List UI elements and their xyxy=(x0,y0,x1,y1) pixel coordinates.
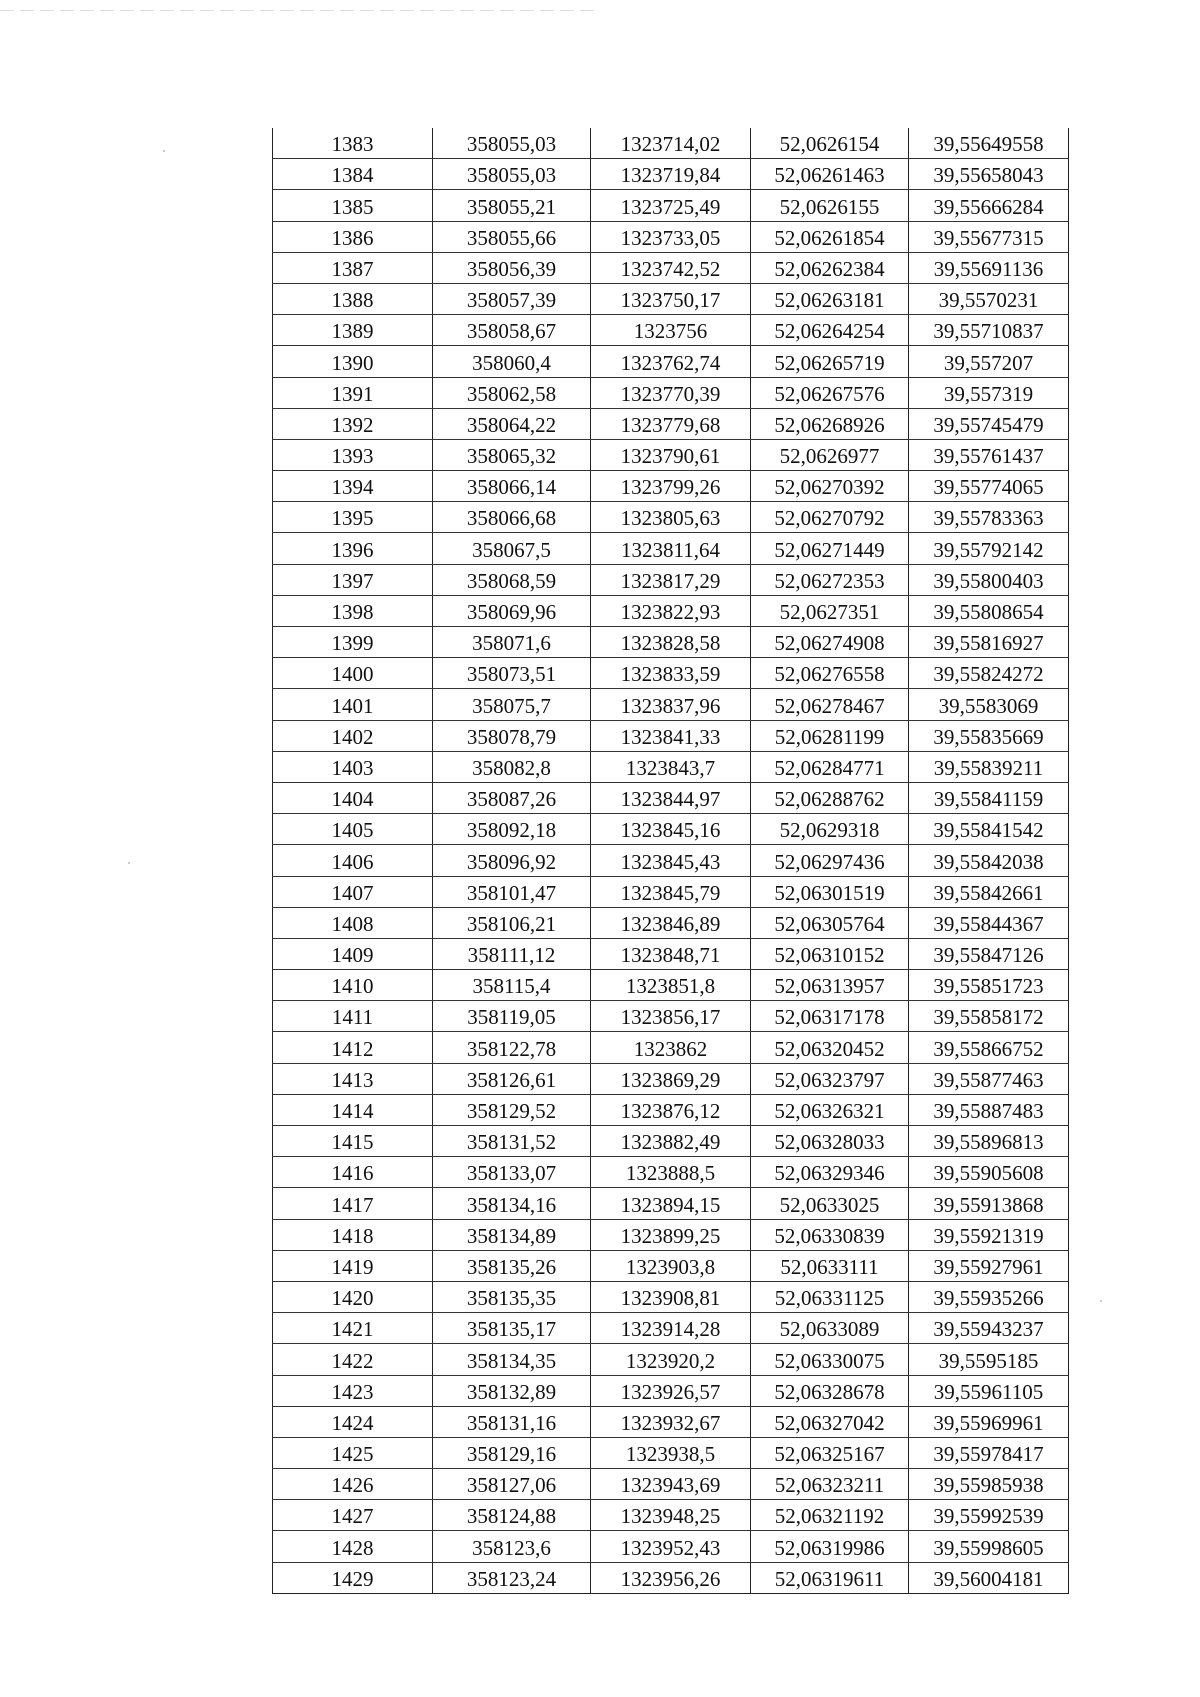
table-row xyxy=(273,1375,1069,1406)
latitude-cell: 52,0633089 xyxy=(751,1313,909,1344)
latitude-cell: 52,0626977 xyxy=(751,439,909,470)
point-number-cell: 1414 xyxy=(273,1094,433,1125)
latitude-cell: 52,0626154 xyxy=(751,128,909,159)
y-coordinate-cell: 1323843,7 xyxy=(591,751,751,782)
y-coordinate-cell: 1323770,39 xyxy=(591,377,751,408)
y-coordinate-cell: 1323894,15 xyxy=(591,1188,751,1219)
x-coordinate-cell: 358134,16 xyxy=(433,1188,591,1219)
longitude-cell: 39,55905608 xyxy=(909,1157,1069,1188)
latitude-cell: 52,06330075 xyxy=(751,1344,909,1375)
longitude-cell: 39,55792142 xyxy=(909,533,1069,564)
table-row xyxy=(273,128,1069,159)
y-coordinate-cell: 1323943,69 xyxy=(591,1469,751,1500)
table-row xyxy=(273,1562,1069,1593)
latitude-cell: 52,06288762 xyxy=(751,782,909,813)
point-number-cell: 1411 xyxy=(273,1001,433,1032)
y-coordinate-cell: 1323914,28 xyxy=(591,1313,751,1344)
table-row xyxy=(273,1406,1069,1437)
y-coordinate-cell: 1323845,79 xyxy=(591,876,751,907)
y-coordinate-cell: 1323725,49 xyxy=(591,190,751,221)
point-number-cell: 1383 xyxy=(273,128,433,159)
x-coordinate-cell: 358135,26 xyxy=(433,1250,591,1281)
point-number-cell: 1428 xyxy=(273,1531,433,1562)
latitude-cell: 52,06325167 xyxy=(751,1437,909,1468)
longitude-cell: 39,55783363 xyxy=(909,502,1069,533)
y-coordinate-cell: 1323799,26 xyxy=(591,471,751,502)
latitude-cell: 52,06272353 xyxy=(751,564,909,595)
point-number-cell: 1384 xyxy=(273,159,433,190)
longitude-cell: 39,55847126 xyxy=(909,938,1069,969)
point-number-cell: 1415 xyxy=(273,1126,433,1157)
y-coordinate-cell: 1323876,12 xyxy=(591,1094,751,1125)
latitude-cell: 52,06268926 xyxy=(751,408,909,439)
longitude-cell: 39,55935266 xyxy=(909,1281,1069,1312)
point-number-cell: 1389 xyxy=(273,315,433,346)
x-coordinate-cell: 358073,51 xyxy=(433,658,591,689)
latitude-cell: 52,06313957 xyxy=(751,970,909,1001)
y-coordinate-cell: 1323845,16 xyxy=(591,814,751,845)
table-row xyxy=(273,1063,1069,1094)
point-number-cell: 1422 xyxy=(273,1344,433,1375)
table-row xyxy=(273,346,1069,377)
x-coordinate-cell: 358056,39 xyxy=(433,252,591,283)
latitude-cell: 52,06271449 xyxy=(751,533,909,564)
longitude-cell: 39,55877463 xyxy=(909,1063,1069,1094)
latitude-cell: 52,06319611 xyxy=(751,1562,909,1593)
x-coordinate-cell: 358062,58 xyxy=(433,377,591,408)
x-coordinate-cell: 358055,66 xyxy=(433,221,591,252)
latitude-cell: 52,06327042 xyxy=(751,1406,909,1437)
x-coordinate-cell: 358082,8 xyxy=(433,751,591,782)
longitude-cell: 39,55913868 xyxy=(909,1188,1069,1219)
latitude-cell: 52,06323211 xyxy=(751,1469,909,1500)
longitude-cell: 39,55866752 xyxy=(909,1032,1069,1063)
table-row xyxy=(273,408,1069,439)
latitude-cell: 52,06305764 xyxy=(751,907,909,938)
latitude-cell: 52,06297436 xyxy=(751,845,909,876)
x-coordinate-cell: 358122,78 xyxy=(433,1032,591,1063)
x-coordinate-cell: 358129,52 xyxy=(433,1094,591,1125)
table-row xyxy=(273,1469,1069,1500)
latitude-cell: 52,06261854 xyxy=(751,221,909,252)
latitude-cell: 52,06330839 xyxy=(751,1219,909,1250)
x-coordinate-cell: 358124,88 xyxy=(433,1500,591,1531)
point-number-cell: 1404 xyxy=(273,782,433,813)
y-coordinate-cell: 1323882,49 xyxy=(591,1126,751,1157)
x-coordinate-cell: 358075,7 xyxy=(433,689,591,720)
x-coordinate-cell: 358134,35 xyxy=(433,1344,591,1375)
longitude-cell: 39,55649558 xyxy=(909,128,1069,159)
point-number-cell: 1387 xyxy=(273,252,433,283)
table-row xyxy=(273,938,1069,969)
point-number-cell: 1423 xyxy=(273,1375,433,1406)
y-coordinate-cell: 1323805,63 xyxy=(591,502,751,533)
longitude-cell: 39,55824272 xyxy=(909,658,1069,689)
y-coordinate-cell: 1323714,02 xyxy=(591,128,751,159)
table-row xyxy=(273,1250,1069,1281)
table-row xyxy=(273,502,1069,533)
longitude-cell: 39,55800403 xyxy=(909,564,1069,595)
x-coordinate-cell: 358065,32 xyxy=(433,439,591,470)
x-coordinate-cell: 358129,16 xyxy=(433,1437,591,1468)
point-number-cell: 1400 xyxy=(273,658,433,689)
longitude-cell: 39,55858172 xyxy=(909,1001,1069,1032)
latitude-cell: 52,06328033 xyxy=(751,1126,909,1157)
longitude-cell: 39,55677315 xyxy=(909,221,1069,252)
latitude-cell: 52,06319986 xyxy=(751,1531,909,1562)
y-coordinate-cell: 1323837,96 xyxy=(591,689,751,720)
table-row xyxy=(273,1188,1069,1219)
longitude-cell: 39,55969961 xyxy=(909,1406,1069,1437)
table-row xyxy=(273,471,1069,502)
x-coordinate-cell: 358064,22 xyxy=(433,408,591,439)
table-row xyxy=(273,814,1069,845)
x-coordinate-cell: 358119,05 xyxy=(433,1001,591,1032)
y-coordinate-cell: 1323856,17 xyxy=(591,1001,751,1032)
y-coordinate-cell: 1323920,2 xyxy=(591,1344,751,1375)
x-coordinate-cell: 358078,79 xyxy=(433,720,591,751)
longitude-cell: 39,55841542 xyxy=(909,814,1069,845)
latitude-cell: 52,06267576 xyxy=(751,377,909,408)
longitude-cell: 39,55839211 xyxy=(909,751,1069,782)
longitude-cell: 39,55808654 xyxy=(909,595,1069,626)
x-coordinate-cell: 358123,6 xyxy=(433,1531,591,1562)
x-coordinate-cell: 358127,06 xyxy=(433,1469,591,1500)
point-number-cell: 1402 xyxy=(273,720,433,751)
y-coordinate-cell: 1323848,71 xyxy=(591,938,751,969)
longitude-cell: 39,55921319 xyxy=(909,1219,1069,1250)
latitude-cell: 52,06261463 xyxy=(751,159,909,190)
longitude-cell: 39,55943237 xyxy=(909,1313,1069,1344)
longitude-cell: 39,557319 xyxy=(909,377,1069,408)
x-coordinate-cell: 358123,24 xyxy=(433,1562,591,1593)
x-coordinate-cell: 358087,26 xyxy=(433,782,591,813)
point-number-cell: 1424 xyxy=(273,1406,433,1437)
y-coordinate-cell: 1323862 xyxy=(591,1032,751,1063)
x-coordinate-cell: 358058,67 xyxy=(433,315,591,346)
point-number-cell: 1392 xyxy=(273,408,433,439)
x-coordinate-cell: 358069,96 xyxy=(433,595,591,626)
latitude-cell: 52,06310152 xyxy=(751,938,909,969)
x-coordinate-cell: 358066,14 xyxy=(433,471,591,502)
scan-speck xyxy=(163,150,165,152)
table-row xyxy=(273,1126,1069,1157)
table-row xyxy=(273,159,1069,190)
point-number-cell: 1407 xyxy=(273,876,433,907)
table-row xyxy=(273,283,1069,314)
point-number-cell: 1397 xyxy=(273,564,433,595)
y-coordinate-cell: 1323845,43 xyxy=(591,845,751,876)
scan-speck xyxy=(128,862,130,864)
table-row xyxy=(273,970,1069,1001)
y-coordinate-cell: 1323841,33 xyxy=(591,720,751,751)
longitude-cell: 39,56004181 xyxy=(909,1562,1069,1593)
y-coordinate-cell: 1323948,25 xyxy=(591,1500,751,1531)
latitude-cell: 52,06301519 xyxy=(751,876,909,907)
table-row xyxy=(273,658,1069,689)
longitude-cell: 39,55927961 xyxy=(909,1250,1069,1281)
latitude-cell: 52,0627351 xyxy=(751,595,909,626)
x-coordinate-cell: 358066,68 xyxy=(433,502,591,533)
point-number-cell: 1398 xyxy=(273,595,433,626)
point-number-cell: 1396 xyxy=(273,533,433,564)
point-number-cell: 1419 xyxy=(273,1250,433,1281)
table-row xyxy=(273,907,1069,938)
y-coordinate-cell: 1323899,25 xyxy=(591,1219,751,1250)
table-row xyxy=(273,439,1069,470)
y-coordinate-cell: 1323779,68 xyxy=(591,408,751,439)
latitude-cell: 52,06278467 xyxy=(751,689,909,720)
latitude-cell: 52,06320452 xyxy=(751,1032,909,1063)
y-coordinate-cell: 1323952,43 xyxy=(591,1531,751,1562)
table-row xyxy=(273,1437,1069,1468)
point-number-cell: 1418 xyxy=(273,1219,433,1250)
latitude-cell: 52,06270792 xyxy=(751,502,909,533)
latitude-cell: 52,06331125 xyxy=(751,1281,909,1312)
x-coordinate-cell: 358101,47 xyxy=(433,876,591,907)
table-row xyxy=(273,377,1069,408)
table-row xyxy=(273,782,1069,813)
latitude-cell: 52,06270392 xyxy=(751,471,909,502)
y-coordinate-cell: 1323762,74 xyxy=(591,346,751,377)
longitude-cell: 39,55985938 xyxy=(909,1469,1069,1500)
latitude-cell: 52,0629318 xyxy=(751,814,909,845)
scan-edge-mark xyxy=(0,10,600,11)
point-number-cell: 1394 xyxy=(273,471,433,502)
longitude-cell: 39,55841159 xyxy=(909,782,1069,813)
point-number-cell: 1391 xyxy=(273,377,433,408)
longitude-cell: 39,55887483 xyxy=(909,1094,1069,1125)
table-row xyxy=(273,1032,1069,1063)
x-coordinate-cell: 358106,21 xyxy=(433,907,591,938)
x-coordinate-cell: 358135,35 xyxy=(433,1281,591,1312)
longitude-cell: 39,55896813 xyxy=(909,1126,1069,1157)
latitude-cell: 52,0633025 xyxy=(751,1188,909,1219)
table-row xyxy=(273,221,1069,252)
y-coordinate-cell: 1323932,67 xyxy=(591,1406,751,1437)
point-number-cell: 1401 xyxy=(273,689,433,720)
point-number-cell: 1385 xyxy=(273,190,433,221)
table-row xyxy=(273,1500,1069,1531)
y-coordinate-cell: 1323719,84 xyxy=(591,159,751,190)
latitude-cell: 52,06264254 xyxy=(751,315,909,346)
point-number-cell: 1409 xyxy=(273,938,433,969)
longitude-cell: 39,55710837 xyxy=(909,315,1069,346)
y-coordinate-cell: 1323733,05 xyxy=(591,221,751,252)
y-coordinate-cell: 1323903,8 xyxy=(591,1250,751,1281)
y-coordinate-cell: 1323817,29 xyxy=(591,564,751,595)
latitude-cell: 52,06323797 xyxy=(751,1063,909,1094)
table-row xyxy=(273,1531,1069,1562)
longitude-cell: 39,55842038 xyxy=(909,845,1069,876)
table-row xyxy=(273,190,1069,221)
point-number-cell: 1425 xyxy=(273,1437,433,1468)
y-coordinate-cell: 1323908,81 xyxy=(591,1281,751,1312)
x-coordinate-cell: 358131,52 xyxy=(433,1126,591,1157)
y-coordinate-cell: 1323790,61 xyxy=(591,439,751,470)
longitude-cell: 39,55666284 xyxy=(909,190,1069,221)
longitude-cell: 39,55774065 xyxy=(909,471,1069,502)
longitude-cell: 39,55816927 xyxy=(909,627,1069,658)
longitude-cell: 39,55961105 xyxy=(909,1375,1069,1406)
y-coordinate-cell: 1323811,64 xyxy=(591,533,751,564)
latitude-cell: 52,06317178 xyxy=(751,1001,909,1032)
table-row xyxy=(273,1344,1069,1375)
table-row xyxy=(273,1281,1069,1312)
table-row xyxy=(273,876,1069,907)
y-coordinate-cell: 1323833,59 xyxy=(591,658,751,689)
table-row xyxy=(273,720,1069,751)
latitude-cell: 52,06262384 xyxy=(751,252,909,283)
point-number-cell: 1388 xyxy=(273,283,433,314)
longitude-cell: 39,55745479 xyxy=(909,408,1069,439)
longitude-cell: 39,5570231 xyxy=(909,283,1069,314)
latitude-cell: 52,06276558 xyxy=(751,658,909,689)
latitude-cell: 52,06321192 xyxy=(751,1500,909,1531)
x-coordinate-cell: 358092,18 xyxy=(433,814,591,845)
table-row xyxy=(273,1313,1069,1344)
point-number-cell: 1405 xyxy=(273,814,433,845)
y-coordinate-cell: 1323938,5 xyxy=(591,1437,751,1468)
table-row xyxy=(273,627,1069,658)
latitude-cell: 52,06263181 xyxy=(751,283,909,314)
x-coordinate-cell: 358055,21 xyxy=(433,190,591,221)
point-number-cell: 1393 xyxy=(273,439,433,470)
x-coordinate-cell: 358126,61 xyxy=(433,1063,591,1094)
y-coordinate-cell: 1323926,57 xyxy=(591,1375,751,1406)
table-row xyxy=(273,533,1069,564)
x-coordinate-cell: 358134,89 xyxy=(433,1219,591,1250)
longitude-cell: 39,55998605 xyxy=(909,1531,1069,1562)
longitude-cell: 39,55691136 xyxy=(909,252,1069,283)
longitude-cell: 39,55835669 xyxy=(909,720,1069,751)
table-row xyxy=(273,751,1069,782)
table-row xyxy=(273,1219,1069,1250)
y-coordinate-cell: 1323822,93 xyxy=(591,595,751,626)
table-row xyxy=(273,689,1069,720)
y-coordinate-cell: 1323742,52 xyxy=(591,252,751,283)
longitude-cell: 39,55842661 xyxy=(909,876,1069,907)
table-row xyxy=(273,1157,1069,1188)
latitude-cell: 52,06326321 xyxy=(751,1094,909,1125)
x-coordinate-cell: 358111,12 xyxy=(433,938,591,969)
latitude-cell: 52,06329346 xyxy=(751,1157,909,1188)
y-coordinate-cell: 1323756 xyxy=(591,315,751,346)
point-number-cell: 1413 xyxy=(273,1063,433,1094)
table-row xyxy=(273,845,1069,876)
point-number-cell: 1420 xyxy=(273,1281,433,1312)
latitude-cell: 52,0633111 xyxy=(751,1250,909,1281)
x-coordinate-cell: 358131,16 xyxy=(433,1406,591,1437)
table-row xyxy=(273,1001,1069,1032)
latitude-cell: 52,0626155 xyxy=(751,190,909,221)
longitude-cell: 39,55978417 xyxy=(909,1437,1069,1468)
y-coordinate-cell: 1323956,26 xyxy=(591,1562,751,1593)
table-row xyxy=(273,252,1069,283)
scan-speck xyxy=(1100,1300,1102,1302)
point-number-cell: 1412 xyxy=(273,1032,433,1063)
longitude-cell: 39,55844367 xyxy=(909,907,1069,938)
x-coordinate-cell: 358133,07 xyxy=(433,1157,591,1188)
x-coordinate-cell: 358115,4 xyxy=(433,970,591,1001)
x-coordinate-cell: 358055,03 xyxy=(433,128,591,159)
longitude-cell: 39,55992539 xyxy=(909,1500,1069,1531)
point-number-cell: 1417 xyxy=(273,1188,433,1219)
point-number-cell: 1395 xyxy=(273,502,433,533)
coordinates-table-body xyxy=(273,128,1069,1593)
y-coordinate-cell: 1323846,89 xyxy=(591,907,751,938)
table-row xyxy=(273,564,1069,595)
point-number-cell: 1408 xyxy=(273,907,433,938)
x-coordinate-cell: 358068,59 xyxy=(433,564,591,595)
y-coordinate-cell: 1323844,97 xyxy=(591,782,751,813)
latitude-cell: 52,06265719 xyxy=(751,346,909,377)
y-coordinate-cell: 1323888,5 xyxy=(591,1157,751,1188)
x-coordinate-cell: 358132,89 xyxy=(433,1375,591,1406)
longitude-cell: 39,55851723 xyxy=(909,970,1069,1001)
point-number-cell: 1416 xyxy=(273,1157,433,1188)
point-number-cell: 1399 xyxy=(273,627,433,658)
x-coordinate-cell: 358067,5 xyxy=(433,533,591,564)
table-row xyxy=(273,595,1069,626)
longitude-cell: 39,55658043 xyxy=(909,159,1069,190)
coordinates-table xyxy=(272,128,1069,1594)
table-row xyxy=(273,315,1069,346)
point-number-cell: 1426 xyxy=(273,1469,433,1500)
y-coordinate-cell: 1323869,29 xyxy=(591,1063,751,1094)
longitude-cell: 39,5583069 xyxy=(909,689,1069,720)
point-number-cell: 1406 xyxy=(273,845,433,876)
x-coordinate-cell: 358055,03 xyxy=(433,159,591,190)
point-number-cell: 1427 xyxy=(273,1500,433,1531)
x-coordinate-cell: 358071,6 xyxy=(433,627,591,658)
latitude-cell: 52,06281199 xyxy=(751,720,909,751)
longitude-cell: 39,5595185 xyxy=(909,1344,1069,1375)
longitude-cell: 39,55761437 xyxy=(909,439,1069,470)
point-number-cell: 1403 xyxy=(273,751,433,782)
x-coordinate-cell: 358060,4 xyxy=(433,346,591,377)
point-number-cell: 1429 xyxy=(273,1562,433,1593)
y-coordinate-cell: 1323750,17 xyxy=(591,283,751,314)
point-number-cell: 1390 xyxy=(273,346,433,377)
longitude-cell: 39,557207 xyxy=(909,346,1069,377)
latitude-cell: 52,06328678 xyxy=(751,1375,909,1406)
y-coordinate-cell: 1323828,58 xyxy=(591,627,751,658)
latitude-cell: 52,06284771 xyxy=(751,751,909,782)
point-number-cell: 1421 xyxy=(273,1313,433,1344)
x-coordinate-cell: 358057,39 xyxy=(433,283,591,314)
y-coordinate-cell: 1323851,8 xyxy=(591,970,751,1001)
latitude-cell: 52,06274908 xyxy=(751,627,909,658)
table-row xyxy=(273,1094,1069,1125)
point-number-cell: 1410 xyxy=(273,970,433,1001)
x-coordinate-cell: 358096,92 xyxy=(433,845,591,876)
x-coordinate-cell: 358135,17 xyxy=(433,1313,591,1344)
point-number-cell: 1386 xyxy=(273,221,433,252)
